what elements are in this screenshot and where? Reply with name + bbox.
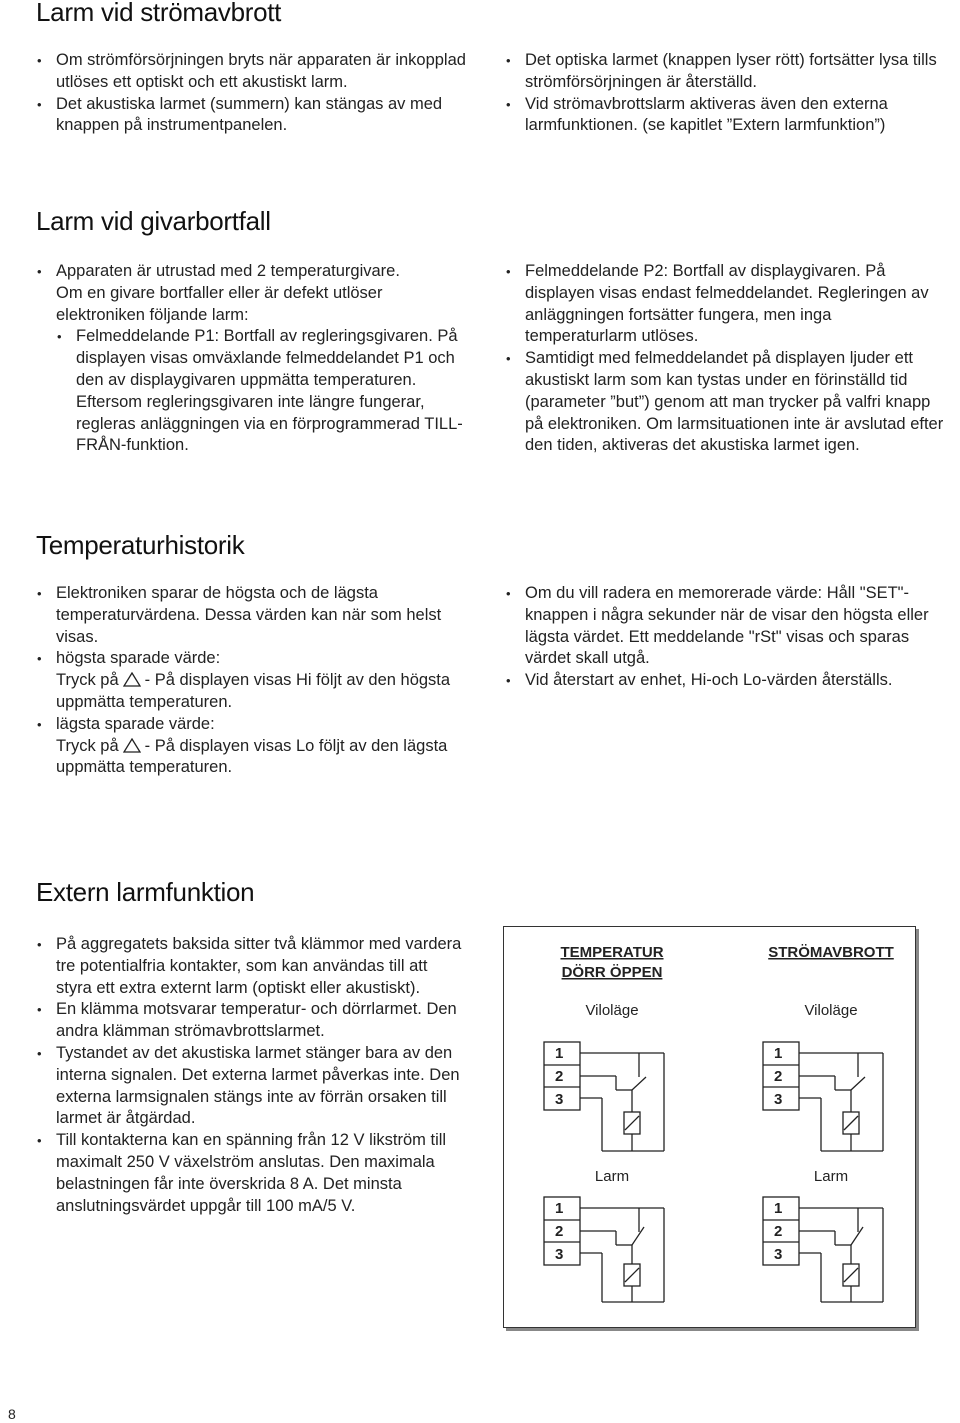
heading-extern-larmfunktion: Extern larmfunktion xyxy=(36,877,255,907)
list-item: • Till kontakterna kan en spänning från 12 V likström till maximalt 250 V växelström anslutas. Den maximala belastningen får inte överskrida 8 A. Det minsta anslutningsvärdet uppgår till 100 mA/5 V. xyxy=(36,1130,466,1217)
state-label-alarm: Larm xyxy=(594,1168,630,1185)
list-item xyxy=(36,714,466,779)
power-failure-title: STRÖMAVBROTT xyxy=(768,944,894,961)
list-item: • Om du vill radera en memorerade värde: Håll "SET"-knappen i några sekunder när de visar den högsta eller lägsta värdet. Ett meddelande "rSt" visas och sparas värdet skall utgå. xyxy=(505,583,945,670)
state-label-alarm: Larm xyxy=(813,1168,849,1185)
terminal-label: 3 xyxy=(774,1246,783,1263)
list-item: • Om strömförsörjningen bryts när apparaten är inkopplad utlöses ett optiskt och ett akustiskt larm. xyxy=(36,50,466,94)
list-item xyxy=(36,648,466,713)
s4-left-column xyxy=(36,934,466,1217)
terminal-label: 1 xyxy=(774,1045,783,1062)
s1-right-column xyxy=(505,50,945,137)
page-number: 8 xyxy=(8,1406,16,1422)
state-label-rest: Viloläge xyxy=(804,1002,858,1019)
terminal-label: 3 xyxy=(555,1246,564,1263)
list-item: • Felmeddelande P2: Bortfall av displaygivaren. På displayen visas endast felmeddelandet. Regleringen av anläggningen fortsätter fungera, men inga temperaturlarm utlöses. xyxy=(505,261,945,348)
instruction-prefix: Tryck på xyxy=(56,671,119,690)
bullet-continuation: Om en givare bortfaller eller är defekt utlöser elektroniken följande larm: xyxy=(56,283,383,324)
bullet-heading: lägsta sparade värde: xyxy=(56,714,215,733)
instruction-text: - På displayen visas Lo följt av den lägsta uppmätta temperaturen. xyxy=(56,736,448,777)
sub-list-item: • Felmeddelande P1: Bortfall av regleringsgivaren. På displayen visas omväxlande felmeddelandet P1 och den av displaygivaren uppmätta temperaturen. Eftersom regleringsgivaren inte längre fungerar, regleras anläggningen via en förprogrammerad TILL-FRÅN-funktion. xyxy=(56,326,466,457)
s1-left-column xyxy=(36,50,466,137)
terminal-label: 1 xyxy=(555,1045,564,1062)
temperature-door-title-line1: TEMPERATUR xyxy=(560,944,664,961)
up-arrow-icon xyxy=(123,738,141,753)
terminal-label: 2 xyxy=(555,1068,564,1085)
s3-right-column xyxy=(505,583,945,692)
terminal-label: 1 xyxy=(555,1200,564,1217)
relay-wiring-diagram xyxy=(503,926,916,1328)
terminal-label: 2 xyxy=(774,1223,783,1240)
bullet-text: Apparaten är utrustad med 2 temperaturgivare. xyxy=(56,262,400,280)
terminal-label: 1 xyxy=(774,1200,783,1217)
heading-temperaturhistorik: Temperaturhistorik xyxy=(36,530,245,560)
state-label-rest: Viloläge xyxy=(585,1002,639,1019)
list-item: • Elektroniken sparar de högsta och de lägsta temperaturvärdena. Dessa värden kan när som helst visas. xyxy=(36,583,466,648)
list-item: • Det optiska larmet (knappen lyser rött) fortsätter lysa tills strömförsörjningen är återställd. xyxy=(505,50,945,94)
list-item: • Vid återstart av enhet, Hi-och Lo-värden återställs. xyxy=(505,670,945,692)
temperature-door-title-line2: DÖRR ÖPPEN xyxy=(561,964,663,981)
up-arrow-icon xyxy=(123,672,141,687)
bullet-heading: högsta sparade värde: xyxy=(56,649,221,668)
instruction-text: - På displayen visas Hi följt av den högsta uppmätta temperaturen. xyxy=(56,671,451,711)
list-item: • Det akustiska larmet (summern) kan stängas av med knappen på instrumentpanelen. xyxy=(36,94,466,138)
s2-right-column xyxy=(505,261,945,457)
list-item: • Tystandet av det akustiska larmet stänger bara av den interna signalen. Det externa larmet påverkas inte. Den externa larmsignalen stängs inte av förrän orsaken till larmet är åtgärdad. xyxy=(36,1043,466,1130)
s3-left-column xyxy=(36,583,466,779)
list-item: • Samtidigt med felmeddelandet på displayen ljuder ett akustiskt larm som kan tystas under en förinställd tid (parameter ”but”) genom att man trycker på valfri knapp på elektroniken. Om larmsituationen inte är avslutad efter den tiden, aktiveras det akustiska larmet igen. xyxy=(505,348,945,457)
instruction-prefix: Tryck på xyxy=(56,736,119,755)
list-item: • Vid strömavbrottslarm aktiveras även den externa larmfunktionen. (se kapitlet ”Extern larmfunktion”) xyxy=(505,94,945,138)
list-item: • På aggregatets baksida sitter två klämmor med vardera tre potentialfria kontakter, som kan användas till att styra ett extra externt larm (optiskt eller akustiskt). xyxy=(36,934,466,999)
terminal-label: 2 xyxy=(555,1223,564,1240)
s2-left-column xyxy=(36,261,466,457)
heading-larm-givarbortfall: Larm vid givarbortfall xyxy=(36,206,271,236)
terminal-label: 2 xyxy=(774,1068,783,1085)
list-item: • En klämma motsvarar temperatur- och dörrlarmet. Den andra klämman strömavbrottslarmet. xyxy=(36,999,466,1043)
list-item xyxy=(36,261,466,457)
terminal-label: 3 xyxy=(774,1091,783,1108)
heading-larm-stromavbrott: Larm vid strömavbrott xyxy=(36,0,282,27)
terminal-label: 3 xyxy=(555,1091,564,1108)
